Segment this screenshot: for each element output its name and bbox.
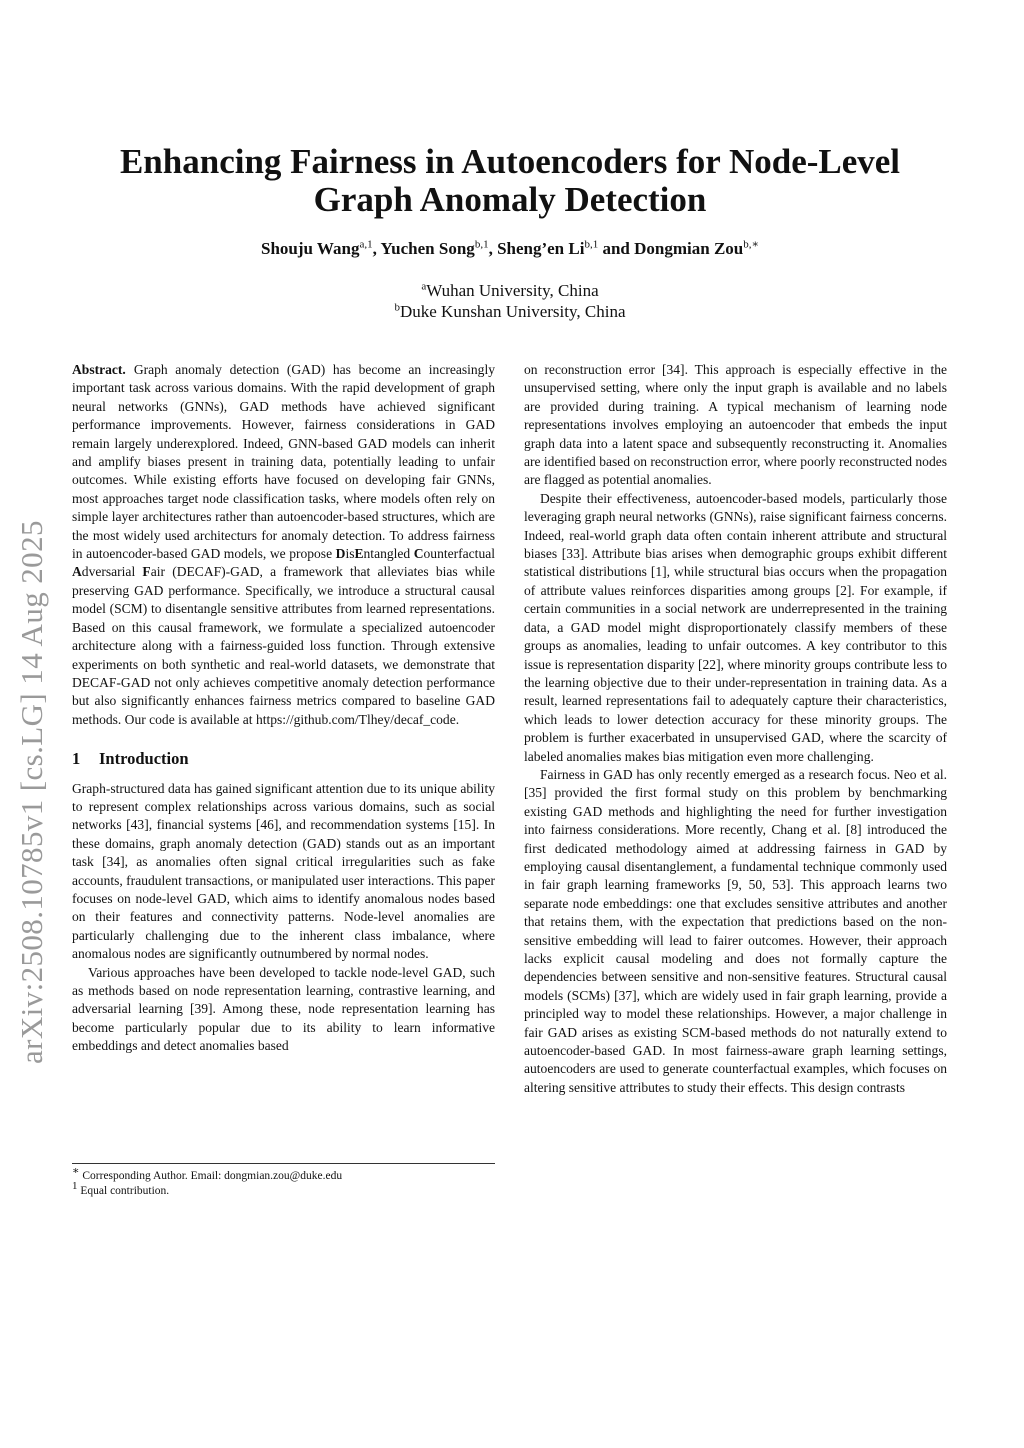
author-affiliation-mark: a,1 [359, 238, 373, 251]
abstract [72, 361, 495, 729]
method-name: DisEntangled Counterfactual Adversarial Fair [72, 546, 495, 580]
footnote-mark: 1 [72, 1180, 78, 1193]
paper-title [80, 143, 940, 219]
footnotes [72, 1163, 495, 1199]
author-separator: and [598, 239, 635, 258]
paragraph: Graph-structured data has gained significant attention due to its unique ability to represent complex relationships across various domains, such as social networks [43], financial systems [46], and recommendation systems [15]. In these domains, graph anomaly detection (GAD) stands out as an important task [34], as anomalies often signal critical irregularities such as fake accounts, fraudulent transactions, or manipulated user interactions. This paper focuses on node-level GAD, which aims to identify anomalous nodes based on their features and connectivity patterns. Node-level anomalies are particularly challenging due to the inherent class imbalance, where anomalous nodes are significantly outnumbered by normal nodes. [72, 780, 495, 962]
affiliation-mark: b [394, 301, 400, 314]
section-title: Introduction [99, 749, 189, 769]
author-name: Dongmian Zou [634, 239, 744, 258]
author-affiliation-mark: b,1 [584, 238, 599, 251]
author-affiliation-mark: b,∗ [743, 238, 759, 251]
footnote-text: Corresponding Author. Email: dongmian.zou@duke.edu [82, 1170, 343, 1182]
affiliation [80, 280, 940, 301]
paragraph: Fairness in GAD has only recently emerged as a research focus. Neo et al. [35] provided the first formal study on this problem by benchmarking existing GAD methods and highlighting the need for further investigation into fairness considerations. More recently, Chang et al. [8] introduced the first dedicated methodology aimed at addressing fairness in GAD by employing causal disentanglement, a fundamental technique commonly used in fair graph learning frameworks [9, 50, 53]. This approach learns two separate node embeddings: one that excludes sensitive attributes and another that retains them, with the expectation that predictions based on the non-sensitive embedding will lead to fairer outcomes. However, their approach lacks explicit causal modeling and does not formally capture the dependencies between sensitive and non-sensitive features. Structural causal models (SCMs) [37], which are widely used in fair graph learning, provide a principled way to model these relationships. However, a major challenge in fair GAD arises as existing SCM-based methods do not naturally extend to autoencoder-based GAD. In most fairness-aware graph learning settings, autoencoders are used to generate counterfactual examples, which focuses on altering sensitive attributes to study their effects. This design contrasts [524, 766, 947, 1095]
author-list [80, 239, 940, 259]
section-heading-introduction [72, 750, 495, 768]
author-separator: , [372, 239, 381, 258]
abstract-text-before: Graph anomaly detection (GAD) has become an increasingly important task across various domains. With the rapid development of graph neural networks (GNNs), GAD methods have achieved significant performance improvements. However, fairness considerations in GAD remain largely underexplored. Indeed, GNN-based GAD models can inherit and amplify biases present in training data, potentially leading to unfair outcomes. While existing efforts have focused on developing fair GNNs, most approaches target node classification tasks, where models often rely on simple layer architectures rather than autoencoder-based structures, which are the most widely used architecturs for anomaly detection. To address fairness in autoencoder-based GAD models, we propose [72, 362, 495, 562]
footnote [72, 1165, 495, 1184]
footnote-mark: ∗ [72, 1165, 80, 1178]
title-line-1: Enhancing Fairness in Autoencoders for Node-Level [119, 142, 901, 181]
affiliation-text: Wuhan University, China [426, 281, 599, 300]
affiliation-mark: a [421, 280, 427, 293]
paragraph: Despite their effectiveness, autoencoder-based models, particularly those leveraging graph neural networks (GNNs), raise significant fairness concerns. Indeed, real-world graph data often contain inherent attribute and structural biases [33]. Attribute bias arises when demographic groups exhibit different statistical distributions [1], while structural bias occurs when the propagation of attribute values reinforces disparities among groups [2]. For example, if certain communities in a social network are underrepresented in the training data, a GAD model might disproportionately classify members of these groups as anomalies, leading to unfair outcomes. A key contributor to this issue is representation disparity [22], where minority groups contribute less to the learning objective due to their under-representation in training data. As a result, learned representations fail to adequately capture their characteristics, which leads to lower detection accuracy for these minority groups. The problem is further exacerbated in unsupervised GAD, where the scarcity of labeled anomalies makes bias mitigation even more challenging. [524, 490, 947, 764]
affiliation-text: Duke Kunshan University, China [399, 302, 626, 321]
author-name: Shouju Wang [261, 239, 360, 258]
affiliations [80, 280, 940, 322]
author-name: Sheng’en Li [497, 239, 585, 258]
abstract-label: Abstract. [72, 362, 126, 377]
affiliation [80, 301, 940, 322]
author-name: Yuchen Song [380, 239, 475, 258]
author-affiliation-mark: b,1 [474, 238, 489, 251]
left-column [72, 361, 495, 1056]
author-separator: , [488, 239, 498, 258]
arxiv-identifier: arXiv:2508.10785v1 [cs.LG] 14 Aug 2025 [14, 520, 49, 1064]
right-column [524, 361, 947, 1097]
abstract-text-after: (DECAF)-GAD, a framework that alleviates bias while preserving GAD performance. Specifically, we introduce a structural causal model (SCM) to disentangle sensitive attributes from learned representations. Based on this causal framework, we formulate a specialized autoencoder architecture along with a fairness-guided loss function. Through extensive experiments on both synthetic and real-world datasets, we demonstrate that DECAF-GAD not only achieves competitive anomaly detection performance but also significantly enhances fairness metrics compared to baseline GAD methods. Our code is available at https://github.com/Tlhey/decaf_code. [72, 564, 495, 727]
title-line-2: Graph Anomaly Detection [313, 180, 707, 219]
paragraph: on reconstruction error [34]. This approach is especially effective in the unsupervised setting, where only the input graph is available and no labels are provided during training. A typical mechanism of learning node representations involves employing an autoencoder that embeds the input graph data into a latent space and subsequently reconstructing it. Anomalies are identified based on reconstruction error, where poorly reconstructed nodes are flagged as potential anomalies. [524, 362, 948, 488]
paragraph: Various approaches have been developed to tackle node-level GAD, such as methods based on node representation learning, contrastive learning, and adversarial learning [39]. Among these, node representation learning has become particularly popular due to its ability to learn informative embeddings and detect anomalies based [72, 964, 495, 1054]
footnote [72, 1180, 495, 1199]
footnote-text: Equal contribution. [80, 1185, 170, 1197]
section-number: 1 [72, 749, 81, 769]
